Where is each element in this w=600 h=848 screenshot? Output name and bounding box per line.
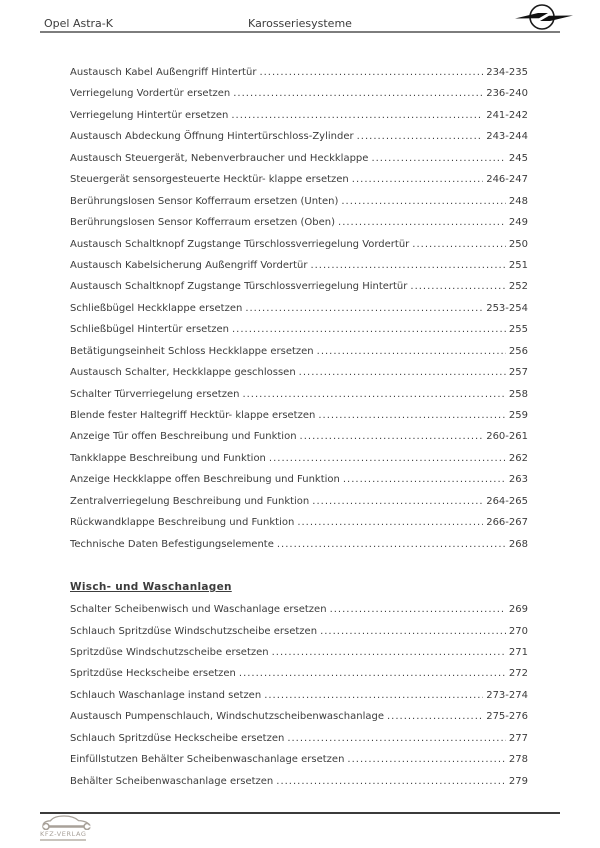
toc-entry-label: Austausch Schaltknopf Zugstange Türschlossverriegelung Vordertür bbox=[70, 238, 410, 250]
toc-entry-pages: 250 bbox=[508, 238, 528, 250]
toc-entry-pages: 253-254 bbox=[486, 302, 528, 314]
section-entries bbox=[70, 599, 528, 792]
kfz-verlag-tagline bbox=[40, 839, 86, 841]
toc-entry-label: Schlauch Spritzdüse Windschutzscheibe ersetzen bbox=[70, 625, 318, 637]
toc-entry-pages: 258 bbox=[508, 388, 528, 400]
toc-dot-leader bbox=[264, 685, 483, 706]
toc-entry-pages: 248 bbox=[508, 195, 528, 207]
toc-dot-leader bbox=[287, 728, 506, 749]
toc-entry bbox=[70, 469, 528, 490]
toc-entry bbox=[70, 448, 528, 469]
toc-entry bbox=[70, 599, 528, 620]
toc-entry-label: Berührungslosen Sensor Kofferraum ersetzen (Unten) bbox=[70, 195, 339, 207]
toc-entry-label: Spritzdüse Heckscheibe ersetzen bbox=[70, 668, 236, 680]
toc-entry-label: Steuergerät sensorgesteuerte Hecktür- klappe ersetzen bbox=[70, 174, 349, 186]
toc-entry-pages: 234-235 bbox=[486, 67, 528, 78]
toc-dot-leader bbox=[410, 276, 506, 297]
toc-entry-pages: 252 bbox=[508, 281, 528, 293]
toc-dot-leader bbox=[272, 642, 506, 663]
toc-dot-leader bbox=[317, 341, 506, 362]
toc-entry bbox=[70, 298, 528, 319]
toc-dot-leader bbox=[300, 426, 484, 447]
toc-dot-leader bbox=[277, 534, 506, 555]
toc bbox=[70, 62, 528, 792]
toc-entry-pages: 275-276 bbox=[486, 711, 528, 723]
toc-entry-pages: 279 bbox=[508, 775, 528, 787]
toc-dot-leader bbox=[242, 384, 505, 405]
toc-entry bbox=[70, 663, 528, 684]
toc-entry-label: Austausch Kabel Außengriff Hintertür bbox=[70, 67, 257, 78]
toc-entry-label: Blende fester Haltegriff Hecktür- klappe ersetzen bbox=[70, 410, 316, 421]
toc-dot-leader bbox=[357, 126, 484, 147]
toc-entry bbox=[70, 491, 528, 512]
toc-dot-leader bbox=[299, 362, 506, 383]
toc-entry bbox=[70, 319, 528, 340]
toc-entry bbox=[70, 83, 528, 104]
toc-entry bbox=[70, 728, 528, 749]
toc-entry-pages: 270 bbox=[508, 625, 528, 637]
toc-dot-leader bbox=[231, 105, 483, 126]
toc-entry bbox=[70, 405, 528, 426]
toc-dot-leader bbox=[347, 749, 505, 770]
toc-entry bbox=[70, 276, 528, 297]
publisher-logo bbox=[40, 815, 110, 841]
toc-entry-pages: 271 bbox=[508, 646, 528, 658]
toc-entry-pages: 277 bbox=[508, 732, 528, 744]
toc-entry-pages: 262 bbox=[508, 452, 528, 464]
toc-entry bbox=[70, 642, 528, 663]
toc-section bbox=[70, 62, 528, 555]
header-rule bbox=[40, 31, 560, 33]
toc-entry-label: Verriegelung Vordertür ersetzen bbox=[70, 88, 231, 100]
toc-dot-leader bbox=[352, 169, 483, 190]
toc-dot-leader bbox=[341, 191, 506, 212]
toc-entry-label: Einfüllstutzen Behälter Scheibenwaschanlage ersetzen bbox=[70, 754, 345, 766]
toc-entry-label: Austausch Steuergerät, Nebenverbraucher und Heckklappe bbox=[70, 152, 369, 164]
header-left-title: Opel Astra-K bbox=[44, 17, 113, 30]
toc-dot-leader bbox=[233, 83, 483, 104]
toc-entry-pages: 273-274 bbox=[486, 689, 528, 701]
toc-entry bbox=[70, 706, 528, 727]
toc-dot-leader bbox=[387, 706, 483, 727]
toc-entry-pages: 260-261 bbox=[486, 431, 528, 443]
toc-entry-label: Spritzdüse Windschutzscheibe ersetzen bbox=[70, 646, 269, 658]
toc-entry-pages: 243-244 bbox=[486, 131, 528, 143]
toc-entry-pages: 263 bbox=[508, 474, 528, 486]
toc-entry-pages: 278 bbox=[508, 754, 528, 766]
toc-entry-label: Schließbügel Heckklappe ersetzen bbox=[70, 302, 243, 314]
toc-entry-label: Austausch Schaltknopf Zugstange Türschlossverriegelung Hintertür bbox=[70, 281, 408, 293]
toc-entry-label: Rückwandklappe Beschreibung und Funktion bbox=[70, 517, 295, 529]
section-entries bbox=[70, 62, 528, 555]
toc-entry bbox=[70, 105, 528, 126]
toc-dot-leader bbox=[259, 62, 483, 83]
toc-dot-leader bbox=[330, 599, 506, 620]
toc-entry-label: Verriegelung Hintertür ersetzen bbox=[70, 109, 229, 121]
toc-entry-pages: 268 bbox=[508, 538, 528, 550]
toc-entry bbox=[70, 341, 528, 362]
toc-entry-label: Austausch Abdeckung Öffnung Hintertürschloss-Zylinder bbox=[70, 131, 354, 143]
toc-entry-label: Schalter Scheibenwisch und Waschanlage ersetzen bbox=[70, 604, 327, 616]
toc-entry-label: Berührungslosen Sensor Kofferraum ersetzen (Oben) bbox=[70, 217, 336, 229]
toc-entry-pages: 256 bbox=[508, 345, 528, 357]
toc-entry-label: Austausch Pumpenschlauch, Windschutzscheibenwaschanlage bbox=[70, 711, 384, 723]
toc-entry-pages: 249 bbox=[508, 217, 528, 229]
toc-dot-leader bbox=[269, 448, 506, 469]
toc-entry-pages: 245 bbox=[508, 152, 528, 164]
toc-entry bbox=[70, 212, 528, 233]
opel-blitz-icon bbox=[514, 2, 574, 32]
toc-entry-label: Zentralverriegelung Beschreibung und Funktion bbox=[70, 495, 310, 507]
toc-entry-label: Technische Daten Befestigungselemente bbox=[70, 538, 274, 550]
toc-entry bbox=[70, 234, 528, 255]
toc-entry bbox=[70, 771, 528, 792]
footer-rule bbox=[40, 812, 560, 814]
toc-entry-pages: 255 bbox=[508, 324, 528, 336]
toc-entry-label: Schalter Türverriegelung ersetzen bbox=[70, 388, 240, 400]
toc-entry-label: Betätigungseinheit Schloss Heckklappe ersetzen bbox=[70, 345, 314, 357]
toc-entry-label: Behälter Scheibenwaschanlage ersetzen bbox=[70, 775, 274, 787]
toc-entry bbox=[70, 749, 528, 770]
toc-entry bbox=[70, 426, 528, 447]
toc-entry bbox=[70, 148, 528, 169]
toc-entry bbox=[70, 62, 528, 83]
section-heading: Wisch- und Waschanlagen bbox=[70, 581, 232, 594]
toc-entry-label: Austausch Schalter, Heckklappe geschlossen bbox=[70, 367, 296, 379]
toc-entry-pages: 257 bbox=[508, 367, 528, 379]
toc-dot-leader bbox=[239, 663, 506, 684]
toc-dot-leader bbox=[312, 491, 483, 512]
toc-dot-leader bbox=[343, 469, 506, 490]
kfz-verlag-car-wrench-icon bbox=[40, 815, 98, 830]
toc-entry bbox=[70, 126, 528, 147]
toc-dot-leader bbox=[310, 255, 505, 276]
toc-entry bbox=[70, 685, 528, 706]
toc-dot-leader bbox=[320, 621, 506, 642]
toc-entry-pages: 259 bbox=[508, 410, 528, 421]
toc-entry-pages: 266-267 bbox=[486, 517, 528, 529]
toc-entry-pages: 264-265 bbox=[486, 495, 528, 507]
toc-entry-pages: 236-240 bbox=[486, 88, 528, 100]
toc-dot-leader bbox=[297, 512, 483, 533]
toc-entry-pages: 241-242 bbox=[486, 109, 528, 121]
toc-entry-label: Anzeige Tür offen Beschreibung und Funktion bbox=[70, 431, 297, 443]
toc-entry bbox=[70, 169, 528, 190]
toc-entry-label: Anzeige Heckklappe offen Beschreibung und Funktion bbox=[70, 474, 340, 486]
toc-dot-leader bbox=[245, 298, 483, 319]
toc-dot-leader bbox=[371, 148, 505, 169]
toc-entry bbox=[70, 512, 528, 533]
toc-entry-label: Austausch Kabelsicherung Außengriff Vordertür bbox=[70, 259, 308, 271]
toc-dot-leader bbox=[338, 212, 506, 233]
header-center-title: Karosseriesysteme bbox=[248, 17, 352, 30]
toc-entry-label: Schlauch Spritzdüse Heckscheibe ersetzen bbox=[70, 732, 285, 744]
publisher-logo-text: KFZ-VERLAG bbox=[40, 830, 87, 838]
toc-entry bbox=[70, 384, 528, 405]
toc-entry bbox=[70, 191, 528, 212]
toc-entry-pages: 251 bbox=[508, 259, 528, 271]
toc-entry bbox=[70, 621, 528, 642]
toc-entry bbox=[70, 362, 528, 383]
toc-entry-label: Tankklappe Beschreibung und Funktion bbox=[70, 452, 266, 464]
toc-entry bbox=[70, 255, 528, 276]
toc-entry-label: Schließbügel Hintertür ersetzen bbox=[70, 324, 229, 336]
toc-dot-leader bbox=[232, 319, 506, 340]
toc-dot-leader bbox=[412, 234, 506, 255]
toc-dot-leader bbox=[318, 405, 506, 426]
toc-entry-pages: 272 bbox=[508, 668, 528, 680]
toc-entry bbox=[70, 534, 528, 555]
toc-dot-leader bbox=[276, 771, 506, 792]
toc-entry-pages: 269 bbox=[508, 604, 528, 616]
toc-section bbox=[70, 577, 528, 792]
toc-entry-label: Schlauch Waschanlage instand setzen bbox=[70, 689, 262, 701]
toc-entry-pages: 246-247 bbox=[486, 174, 528, 186]
